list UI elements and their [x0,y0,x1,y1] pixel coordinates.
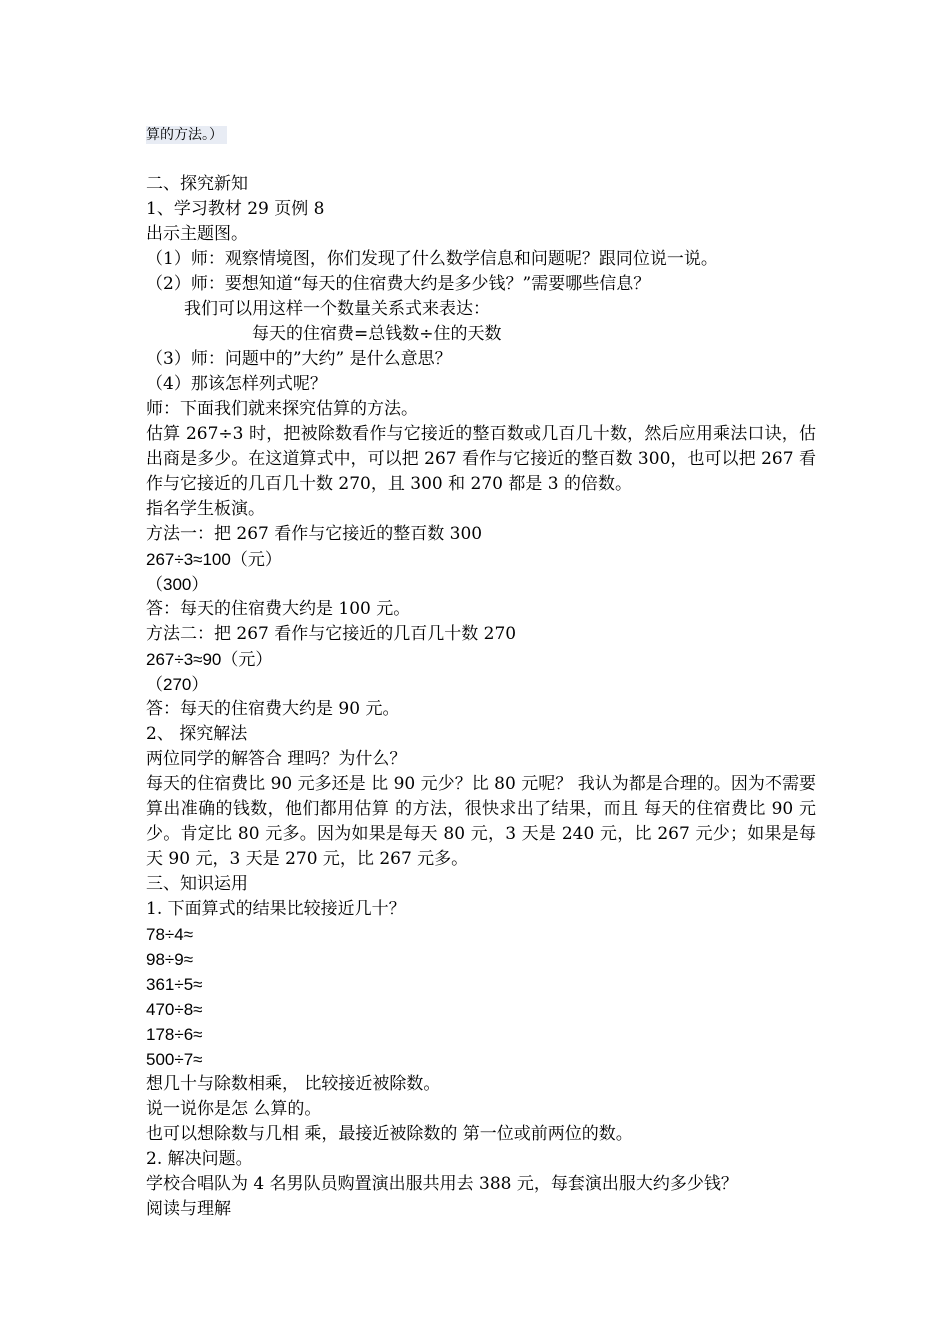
equation-2: 267÷3≈90（元） [146,650,273,669]
paragraph: 也可以想除数与几相 乘，最接近被除数的 第一位或前两位的数。 [146,1124,633,1144]
method-2: 方法二：把 267 看作与它接近的几百几十数 270 [146,624,517,644]
paragraph: 说一说你是怎 么算的。 [146,1099,322,1119]
paragraph-estimation: 估算 267÷3 时，把被除数看作与它接近的整百数或几百几十数，然后应用乘法口诀，估出商是多少。在这道算式中，可以把 267 看作与它接近的整百数 300，也可以把 267 看作与它接近的几百几十数 270，且 300 和 270 都是 3 的倍数。 [146,424,816,494]
exercise-item: 78÷4≈ [146,925,194,944]
answer-1: 答：每天的住宿费大约是 100 元。 [146,599,411,619]
equation-1-note: （300） [146,575,209,594]
exercise-heading: 2. 解决问题。 [146,1149,253,1169]
subsection-heading: 1、学习教材 29 页例 8 [146,199,325,219]
top-line-fragment: 算的方法。） [146,126,227,144]
subsection-heading: 2、 探究解法 [146,724,248,744]
paragraph: 阅读与理解 [146,1199,231,1219]
exercise-item: 500÷7≈ [146,1050,203,1069]
exercise-heading: 1. 下面算式的结果比较接近几十？ [146,899,406,919]
question-3: （3）师：问题中的”大约” 是什么意思？ [146,349,452,369]
answer-2: 答：每天的住宿费大约是 90 元。 [146,699,400,719]
method-1: 方法一：把 267 看作与它接近的整百数 300 [146,524,483,544]
paragraph: 想几十与除数相乘， 比较接近被除数。 [146,1074,441,1094]
paragraph: 指名学生板演。 [146,499,265,519]
question-4: （4）那该怎样列式呢？ [146,374,327,394]
paragraph: 出示主题图。 [146,224,248,244]
equation-1: 267÷3≈100（元） [146,550,282,569]
exercise-item: 361÷5≈ [146,975,203,994]
paragraph: 师：下面我们就来探究估算的方法。 [146,399,418,419]
section-heading: 二、探究新知 [146,174,248,194]
paragraph: 两位同学的解答合 理吗？为什么？ [146,749,407,769]
question-2: （2）师：要想知道“每天的住宿费大约是多少钱？”需要哪些信息？ [146,274,651,294]
document-body [146,172,816,1222]
exercise-item: 470÷8≈ [146,1000,203,1019]
section-heading: 三、知识运用 [146,874,248,894]
equation-2-note: （270） [146,675,209,694]
paragraph-explanation: 每天的住宿费比 90 元多还是 比 90 元少？比 80 元呢？ 我认为都是合理的。因为不需要 算出准确的钱数，他们都用估算 的方法，很快求出了结果，而且 每天的住宿费比 90 元少。肯定比 80 元多。因为如果是每天 80 元，3 天是 240 元，比 267 元少；如果是每天 90 元，3 天是 270 元，比 267 元多。 [146,774,816,869]
word-problem: 学校合唱队为 4 名男队员购置演出服共用去 388 元，每套演出服大约多少钱？ [146,1174,738,1194]
question-1: （1）师：观察情境图，你们发现了什么数学信息和问题呢？跟同位说一说。 [146,249,718,269]
paragraph-indented: 我们可以用这样一个数量关系式来表达： [184,299,490,319]
formula: 每天的住宿费=总钱数÷住的天数 [252,324,502,344]
exercise-item: 178÷6≈ [146,1025,203,1044]
exercise-item: 98÷9≈ [146,950,194,969]
